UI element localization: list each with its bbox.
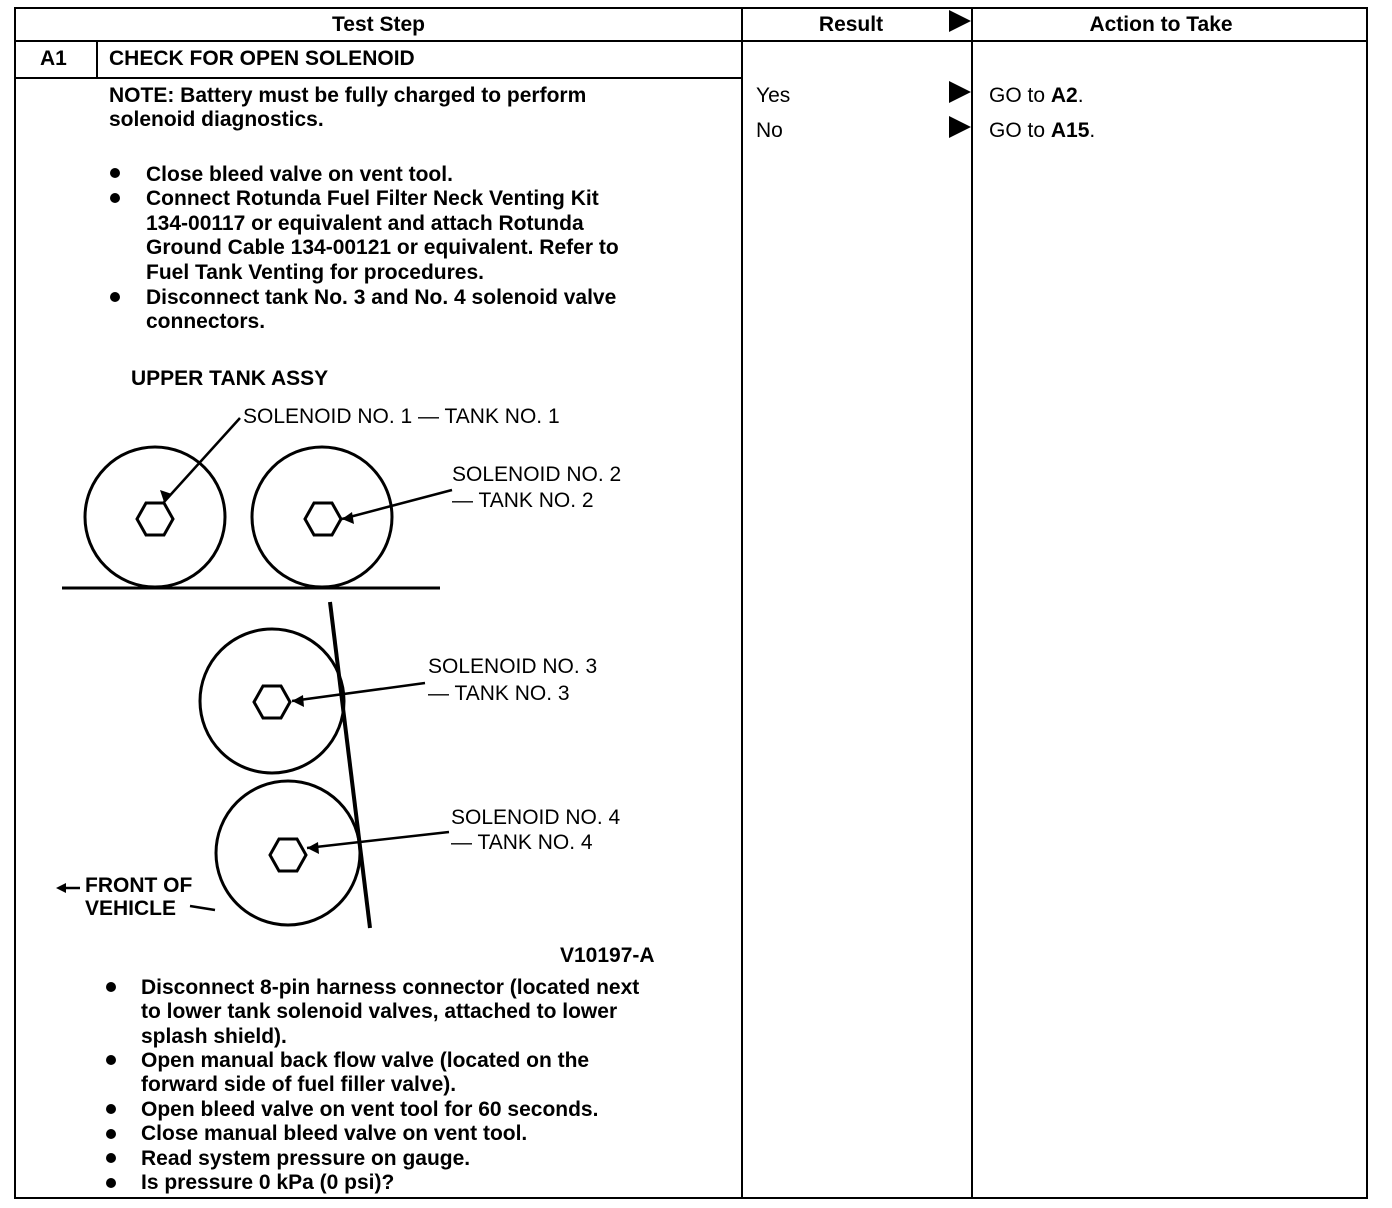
bullet-text: 134-00117 or equivalent and attach Rotunda [146,212,584,235]
result-arrow-icon [949,116,971,138]
solenoid-4-arrowhead-icon [307,842,319,854]
bullet-text: to lower tank solenoid valves, attached to lower [141,1000,618,1023]
bullet-icon [106,1055,116,1065]
solenoid-3-label: SOLENOID NO. 3 [428,655,598,678]
figure-id: V10197-A [560,944,655,967]
solenoid-1-label: SOLENOID NO. 1 — TANK NO. 1 [243,405,560,428]
step-title: CHECK FOR OPEN SOLENOID [109,47,415,70]
bullet-text: Open manual back flow valve (located on the [141,1049,590,1072]
solenoid-2-label: — TANK NO. 2 [452,489,594,512]
action-no [989,119,1095,144]
bullet-text: Connect Rotunda Fuel Filter Neck Venting Kit [146,187,599,210]
solenoid-3-leader [292,683,425,701]
bullet-icon [106,1178,116,1188]
solenoid-4-hex-icon [270,839,306,871]
bullet-icon [106,1153,116,1163]
result-yes: Yes [756,84,791,107]
action-prefix: GO to [989,119,1051,142]
bullet-text: Disconnect 8-pin harness connector (located next [141,976,640,999]
result-no: No [756,119,783,142]
note-line-1: NOTE: Battery must be fully charged to perform [109,84,587,107]
bullet-text: Disconnect tank No. 3 and No. 4 solenoid valve [146,286,617,309]
bullet-text: Ground Cable 134-00121 or equivalent. Refer to [146,236,619,259]
bullet-text: forward side of fuel filler valve). [141,1073,457,1096]
tank-1-circle [85,447,225,587]
action-yes [989,84,1084,109]
solenoid-1-hex-icon [137,503,173,535]
action-suffix: . [1077,84,1084,107]
bullet-text: Open bleed valve on vent tool for 60 seconds. [141,1098,599,1121]
action-prefix: GO to [989,84,1051,107]
step-id: A1 [40,47,67,70]
lower-tank-frame-line [330,602,370,928]
action-target: A15 [1050,119,1090,142]
solenoid-1-leader [164,418,240,502]
header-action: Action to Take [1089,13,1233,36]
bullet-text: splash shield). [141,1025,287,1048]
tank-4-circle [216,781,360,925]
solenoid-2-arrowhead-icon [342,512,354,524]
bullet-icon [106,1104,116,1114]
bullet-text: Fuel Tank Venting for procedures. [146,261,484,284]
solenoid-2-hex-icon [305,503,341,535]
solenoid-2-leader [342,490,452,519]
bullet-text: connectors. [146,310,266,333]
solenoid-4-label: SOLENOID NO. 4 [451,806,621,829]
front-of-vehicle-label: FRONT OF [85,874,193,897]
note-line-2: solenoid diagnostics. [109,108,324,131]
header-test-step: Test Step [332,13,425,36]
solenoid-4-leader [307,832,449,848]
action-suffix: . [1089,119,1096,142]
bullet-icon [106,1129,116,1139]
solenoid-3-hex-icon [254,686,290,718]
solenoid-4-label: — TANK NO. 4 [451,831,593,854]
diagram-title: UPPER TANK ASSY [131,367,329,390]
solenoid-2-label: SOLENOID NO. 2 [452,463,622,486]
bullet-icon [106,982,116,992]
bullet-text: Close manual bleed valve on vent tool. [141,1122,528,1145]
bullet-text: Is pressure 0 kPa (0 psi)? [141,1171,395,1194]
tank-3-circle [200,629,344,773]
action-target: A2 [1050,84,1078,107]
solenoid-3-arrowhead-icon [292,695,304,707]
header-result: Result [818,13,884,36]
vehicle-leader-line [190,906,215,910]
bullet-text: Close bleed valve on vent tool. [146,163,453,186]
solenoid-3-label: — TANK NO. 3 [428,682,570,705]
tank-2-circle [252,447,392,587]
result-arrow-icon [949,81,971,103]
bullet-text: Read system pressure on gauge. [141,1147,471,1170]
front-arrowhead-icon [56,883,66,893]
front-of-vehicle-label: VEHICLE [85,897,177,920]
